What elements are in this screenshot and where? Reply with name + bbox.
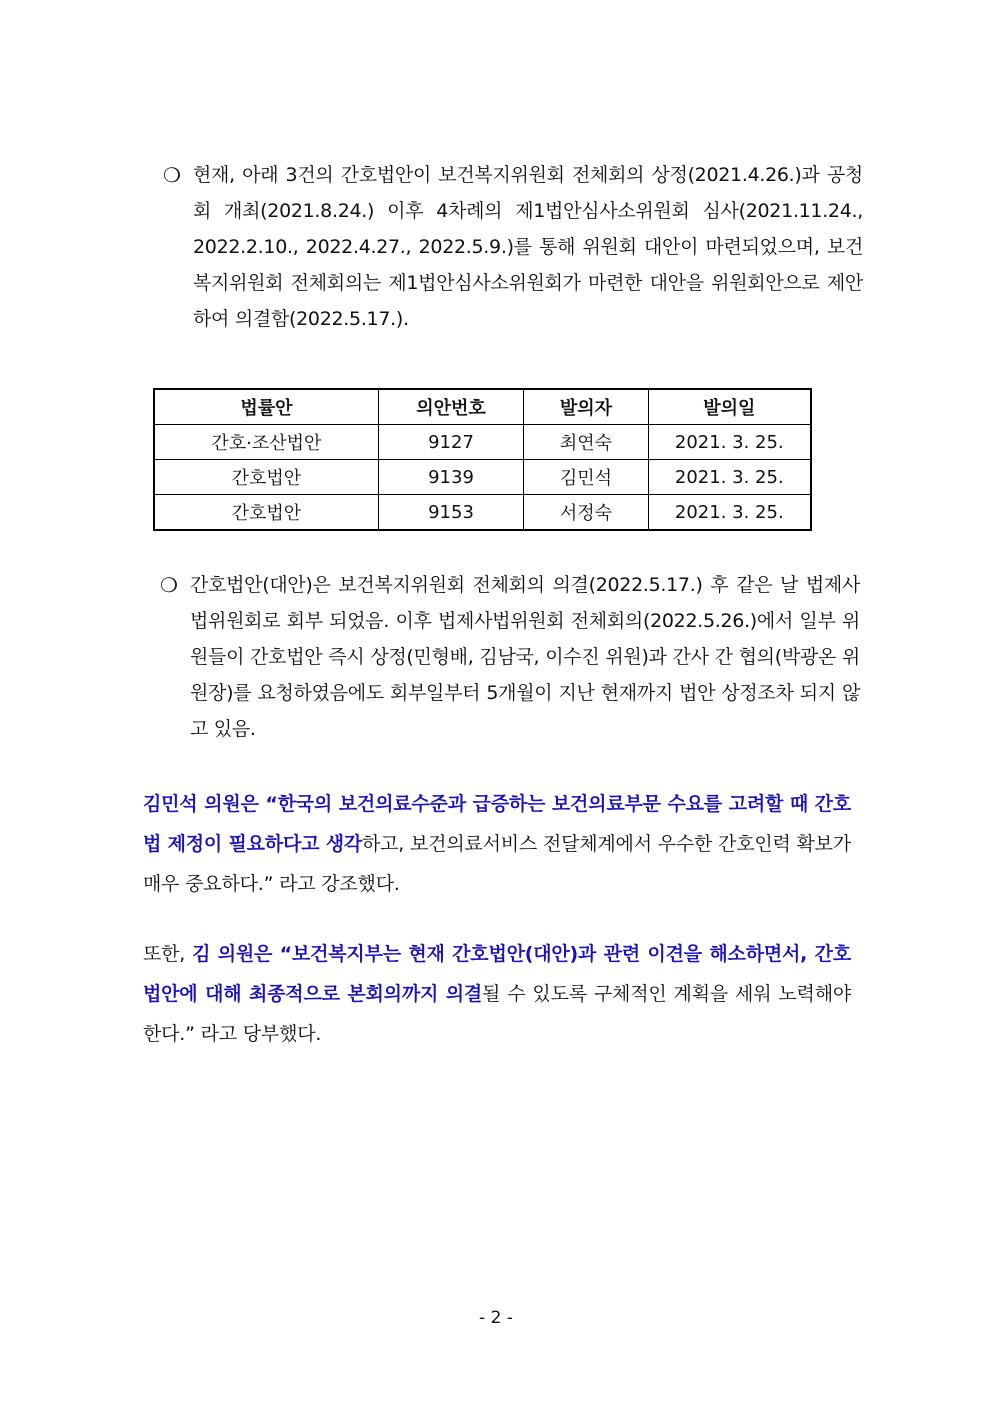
cell-bill-name: 간호·조산법안 <box>154 425 378 460</box>
bullet-circle-icon: ❍ <box>160 573 178 597</box>
header-bill-name: 법률안 <box>154 389 378 425</box>
quote-2-highlight: 김 의원은 “보건복지부는 현재 간호법안(대안)과 관련 이견을 해소하면서, 간호법안에 대해 최종적으로 본회의까지 의결 <box>143 943 851 1005</box>
header-proposer: 발의자 <box>524 389 648 425</box>
quote-1-rest: 하고, 보건의료서비스 전달체계에서 우수한 간호인력 확보가 매우 중요하다.” 라고 강조했다. <box>143 833 851 895</box>
bullet-paragraph-1 <box>163 157 863 337</box>
table-header-row <box>154 389 811 425</box>
cell-proposer: 서정숙 <box>524 495 648 531</box>
quote-2-rest: 될 수 있도록 구체적인 계획을 세워 노력해야 한다.” 라고 당부했다. <box>143 983 852 1045</box>
table-row <box>154 495 811 531</box>
quote-paragraph-2 <box>143 934 851 1054</box>
cell-proposal-date: 2021. 3. 25. <box>648 495 811 531</box>
bullet-paragraph-2 <box>160 567 860 747</box>
cell-bill-number: 9153 <box>378 495 523 531</box>
cell-proposal-date: 2021. 3. 25. <box>648 425 811 460</box>
cell-bill-name: 간호법안 <box>154 460 378 495</box>
cell-bill-name: 간호법안 <box>154 495 378 531</box>
paragraph-2-text: 간호법안(대안)은 보건복지위원회 전체회의 의결(2022.5.17.) 후 같은 날 법제사법위원회로 회부 되었음. 이후 법제사법위원회 전체회의(2022.5.26.)에서 일부 위원들이 간호법안 즉시 상정(민형배, 김남국, 이수진 위원)과 간사 간 협의(박광온 위원장)를 요청하였음에도 회부일부터 5개월이 지난 현재까지 법안 상정조차 되지 않고 있음. <box>190 574 860 740</box>
cell-proposal-date: 2021. 3. 25. <box>648 460 811 495</box>
quote-2-prefix: 또한, <box>143 943 193 965</box>
cell-proposer: 김민석 <box>524 460 648 495</box>
header-bill-number: 의안번호 <box>378 389 523 425</box>
table-row <box>154 425 811 460</box>
cell-bill-number: 9127 <box>378 425 523 460</box>
bullet-circle-icon: ❍ <box>163 163 181 187</box>
cell-proposer: 최연숙 <box>524 425 648 460</box>
header-proposal-date: 발의일 <box>648 389 811 425</box>
quote-paragraph-1 <box>143 784 851 904</box>
paragraph-1-text: 현재, 아래 3건의 간호법안이 보건복지위원회 전체회의 상정(2021.4.26.)과 공청회 개최(2021.8.24.) 이후 4차례의 제1법안심사소위원회 심사(2021.11.24., 2022.2.10., 2022.4.27., 2022.5.9.)를 통해 위원회 대안이 마련되었으며, 보건복지위원회 전체회의는 제1법안심사소위원회가 마련한 대안을 위원회안으로 제안하여 의결함(2022.5.17.). <box>193 164 863 330</box>
bill-table <box>153 388 812 531</box>
quote-1-highlight: 김민석 의원은 “한국의 보건의료수준과 급증하는 보건의료부문 수요를 고려할 때 간호법 제정이 필요하다고 생각 <box>143 793 851 855</box>
table-row <box>154 460 811 495</box>
page-number: - 2 - <box>479 1308 513 1328</box>
cell-bill-number: 9139 <box>378 460 523 495</box>
